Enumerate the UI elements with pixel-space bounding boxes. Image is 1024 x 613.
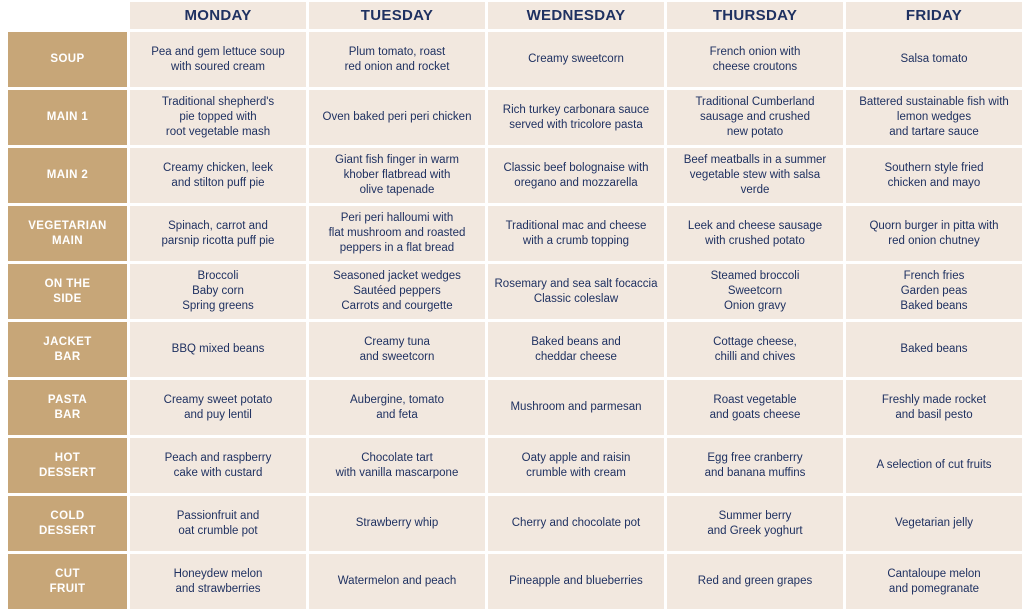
menu-cell-pasta-bar-tuesday: Aubergine, tomato and feta (309, 380, 485, 435)
day-header-thursday: THURSDAY (667, 2, 843, 29)
row-label-jacket-bar: JACKET BAR (8, 322, 127, 377)
row-label-pasta-bar: PASTA BAR (8, 380, 127, 435)
menu-cell-main-2-tuesday: Giant fish finger in warm khober flatbread with olive tapenade (309, 148, 485, 203)
menu-cell-soup-monday: Pea and gem lettuce soup with soured cream (130, 32, 306, 87)
menu-cell-hot-dessert-friday: A selection of cut fruits (846, 438, 1022, 493)
menu-cell-main-2-thursday: Beef meatballs in a summer vegetable stew with salsa verde (667, 148, 843, 203)
menu-cell-pasta-bar-wednesday: Mushroom and parmesan (488, 380, 664, 435)
menu-cell-vegetarian-main-tuesday: Peri peri halloumi with flat mushroom and roasted peppers in a flat bread (309, 206, 485, 261)
menu-cell-main-2-wednesday: Classic beef bolognaise with oregano and mozzarella (488, 148, 664, 203)
row-label-hot-dessert: HOT DESSERT (8, 438, 127, 493)
menu-cell-vegetarian-main-monday: Spinach, carrot and parsnip ricotta puff pie (130, 206, 306, 261)
menu-cell-soup-friday: Salsa tomato (846, 32, 1022, 87)
menu-cell-vegetarian-main-friday: Quorn burger in pitta with red onion chutney (846, 206, 1022, 261)
menu-cell-jacket-bar-wednesday: Baked beans and cheddar cheese (488, 322, 664, 377)
menu-cell-vegetarian-main-thursday: Leek and cheese sausage with crushed potato (667, 206, 843, 261)
menu-cell-main-1-tuesday: Oven baked peri peri chicken (309, 90, 485, 145)
menu-cell-cold-dessert-wednesday: Cherry and chocolate pot (488, 496, 664, 551)
menu-cell-jacket-bar-friday: Baked beans (846, 322, 1022, 377)
menu-cell-hot-dessert-monday: Peach and raspberry cake with custard (130, 438, 306, 493)
menu-cell-main-1-wednesday: Rich turkey carbonara sauce served with tricolore pasta (488, 90, 664, 145)
menu-cell-hot-dessert-tuesday: Chocolate tart with vanilla mascarpone (309, 438, 485, 493)
menu-cell-jacket-bar-monday: BBQ mixed beans (130, 322, 306, 377)
row-label-cut-fruit: CUT FRUIT (8, 554, 127, 609)
menu-cell-cut-fruit-monday: Honeydew melon and strawberries (130, 554, 306, 609)
menu-cell-cold-dessert-tuesday: Strawberry whip (309, 496, 485, 551)
day-header-wednesday: WEDNESDAY (488, 2, 664, 29)
menu-cell-on-the-side-wednesday: Rosemary and sea salt focaccia Classic coleslaw (488, 264, 664, 319)
menu-cell-hot-dessert-wednesday: Oaty apple and raisin crumble with cream (488, 438, 664, 493)
menu-cell-on-the-side-tuesday: Seasoned jacket wedges Sautéed peppers Carrots and courgette (309, 264, 485, 319)
menu-cell-pasta-bar-friday: Freshly made rocket and basil pesto (846, 380, 1022, 435)
menu-cell-main-2-monday: Creamy chicken, leek and stilton puff pie (130, 148, 306, 203)
menu-cell-cold-dessert-thursday: Summer berry and Greek yoghurt (667, 496, 843, 551)
menu-cell-vegetarian-main-wednesday: Traditional mac and cheese with a crumb topping (488, 206, 664, 261)
day-header-friday: FRIDAY (846, 2, 1022, 29)
menu-cell-on-the-side-monday: Broccoli Baby corn Spring greens (130, 264, 306, 319)
menu-cell-soup-tuesday: Plum tomato, roast red onion and rocket (309, 32, 485, 87)
menu-cell-hot-dessert-thursday: Egg free cranberry and banana muffins (667, 438, 843, 493)
menu-cell-main-1-thursday: Traditional Cumberland sausage and crushed new potato (667, 90, 843, 145)
menu-cell-cold-dessert-monday: Passionfruit and oat crumble pot (130, 496, 306, 551)
row-label-vegetarian-main: VEGETARIAN MAIN (8, 206, 127, 261)
row-label-cold-dessert: COLD DESSERT (8, 496, 127, 551)
menu-cell-main-1-friday: Battered sustainable fish with lemon wedges and tartare sauce (846, 90, 1022, 145)
row-label-main-2: MAIN 2 (8, 148, 127, 203)
menu-cell-pasta-bar-monday: Creamy sweet potato and puy lentil (130, 380, 306, 435)
menu-cell-soup-thursday: French onion with cheese croutons (667, 32, 843, 87)
menu-cell-cold-dessert-friday: Vegetarian jelly (846, 496, 1022, 551)
row-label-soup: SOUP (8, 32, 127, 87)
menu-cell-cut-fruit-friday: Cantaloupe melon and pomegranate (846, 554, 1022, 609)
menu-cell-cut-fruit-tuesday: Watermelon and peach (309, 554, 485, 609)
day-header-tuesday: TUESDAY (309, 2, 485, 29)
menu-cell-main-1-monday: Traditional shepherd's pie topped with root vegetable mash (130, 90, 306, 145)
menu-cell-on-the-side-thursday: Steamed broccoli Sweetcorn Onion gravy (667, 264, 843, 319)
menu-cell-soup-wednesday: Creamy sweetcorn (488, 32, 664, 87)
day-header-monday: MONDAY (130, 2, 306, 29)
menu-cell-jacket-bar-thursday: Cottage cheese, chilli and chives (667, 322, 843, 377)
row-label-main-1: MAIN 1 (8, 90, 127, 145)
menu-cell-jacket-bar-tuesday: Creamy tuna and sweetcorn (309, 322, 485, 377)
menu-cell-pasta-bar-thursday: Roast vegetable and goats cheese (667, 380, 843, 435)
menu-cell-cut-fruit-wednesday: Pineapple and blueberries (488, 554, 664, 609)
row-label-on-the-side: ON THE SIDE (8, 264, 127, 319)
table-corner (8, 2, 127, 29)
menu-cell-main-2-friday: Southern style fried chicken and mayo (846, 148, 1022, 203)
menu-cell-cut-fruit-thursday: Red and green grapes (667, 554, 843, 609)
menu-cell-on-the-side-friday: French fries Garden peas Baked beans (846, 264, 1022, 319)
